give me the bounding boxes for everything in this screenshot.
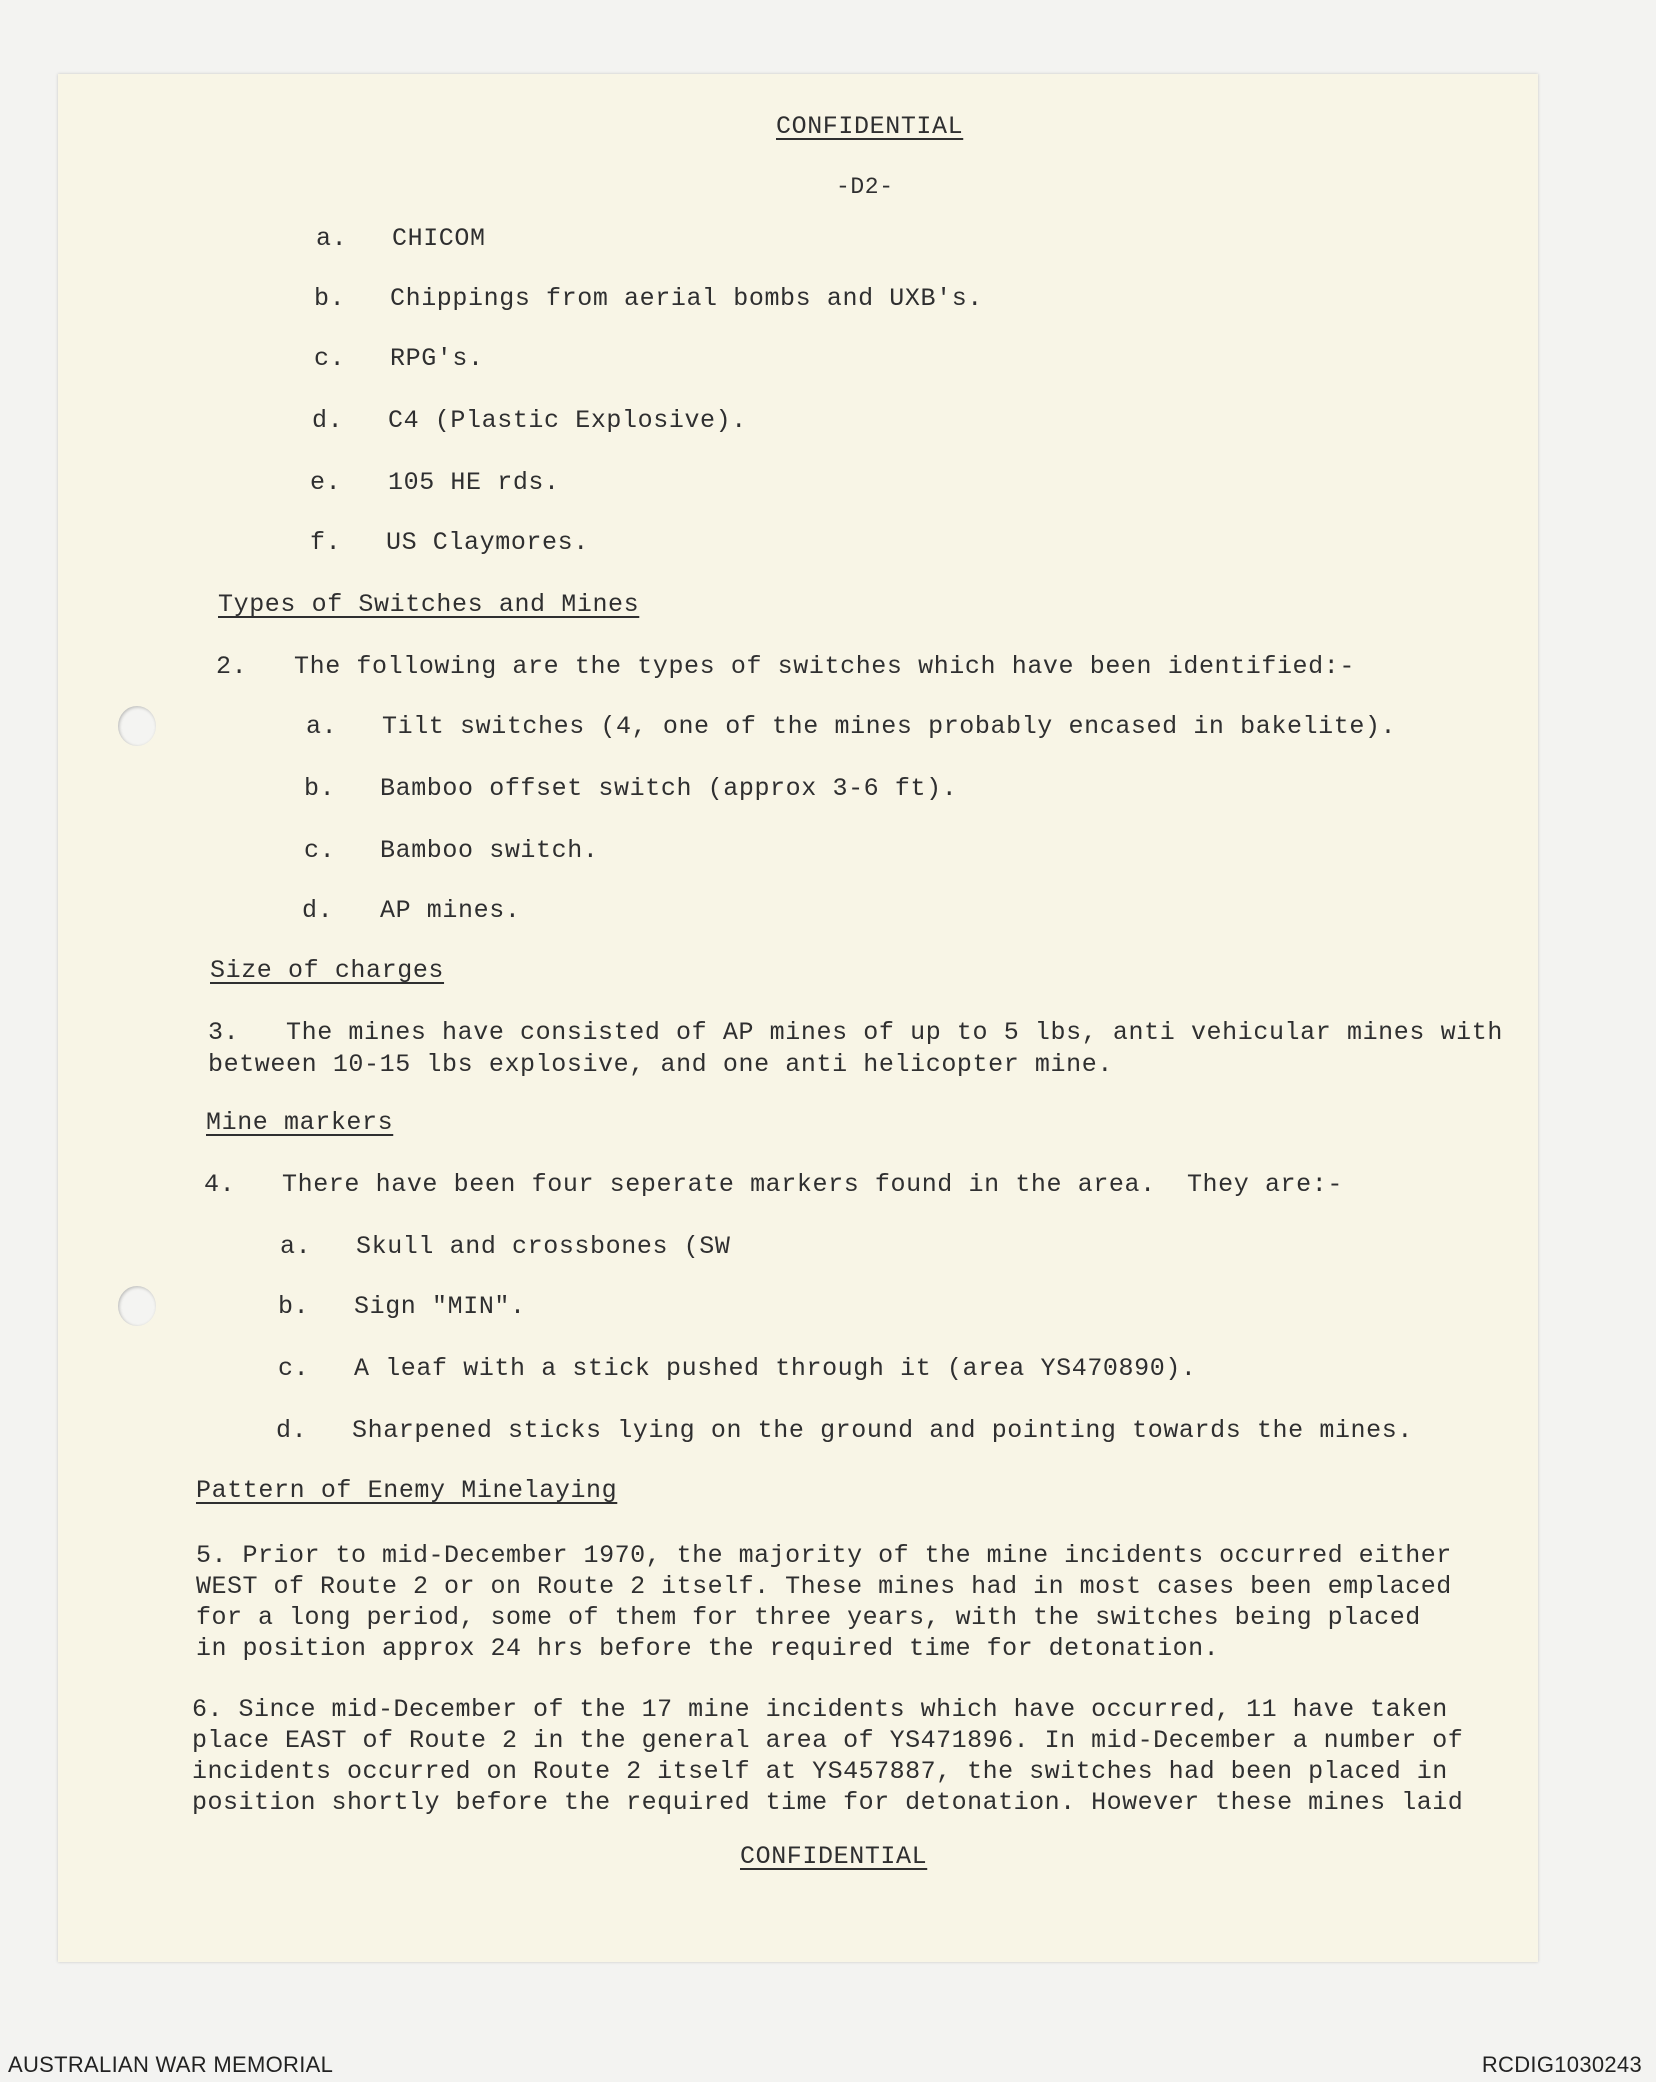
para3-line1: The mines have consisted of AP mines of up to 5 lbs, anti vehicular mines with [286, 1018, 1503, 1047]
para2-text: The following are the types of switches which have been identified:- [294, 652, 1355, 681]
switch-letter-d: d. [302, 896, 334, 925]
marker-letter-c: c. [278, 1354, 310, 1383]
para2-number: 2. [216, 652, 248, 681]
marker-text-a: Skull and crossbones (SW [356, 1232, 731, 1261]
marker-letter-a: a. [280, 1232, 312, 1261]
source-letter-a: a. [316, 224, 348, 253]
page-label: -D2- [836, 174, 894, 200]
switch-text-d: AP mines. [380, 896, 521, 925]
para3-line2: between 10-15 lbs explosive, and one anti helicopter mine. [208, 1050, 1113, 1079]
marker-text-d: Sharpened sticks lying on the ground and pointing towards the mines. [352, 1416, 1413, 1445]
para3-number: 3. [208, 1018, 240, 1047]
source-text-e: 105 HE rds. [388, 468, 560, 497]
para6-text: 6. Since mid-December of the 17 mine incidents which have occurred, 11 have taken place EAST of Route 2 in the general area of YS471896. In mid-December a number of incidents occurred on Route 2 itself at YS457887, the switches had been placed in position shortly before the required time for detonation. However these mines laid [192, 1695, 1464, 1817]
para4-text: There have been four seperate markers found in the area. They are:- [282, 1170, 1343, 1199]
archive-label-left: AUSTRALIAN WAR MEMORIAL [8, 2052, 334, 2077]
document-page [58, 74, 1538, 1962]
switch-text-a: Tilt switches (4, one of the mines probably encased in bakelite). [382, 712, 1397, 741]
archive-label-right: RCDIG1030243 [1481, 2052, 1642, 2077]
heading-types-of-switches: Types of Switches and Mines [218, 590, 640, 619]
source-text-a: CHICOM [392, 224, 486, 253]
switch-text-c: Bamboo switch. [380, 836, 599, 865]
marker-text-b: Sign "MIN". [354, 1292, 526, 1321]
source-letter-f: f. [310, 528, 342, 557]
switch-text-b: Bamboo offset switch (approx 3-6 ft). [380, 774, 958, 803]
source-letter-e: e. [310, 468, 342, 497]
punch-hole-bottom [118, 1286, 156, 1326]
punch-hole-top [118, 706, 156, 746]
source-letter-b: b. [314, 284, 346, 313]
para4-number: 4. [204, 1170, 236, 1199]
source-text-c: RPG's. [390, 344, 484, 373]
footer-classification: CONFIDENTIAL [740, 1842, 928, 1871]
marker-letter-d: d. [276, 1416, 308, 1445]
para5-text: 5. Prior to mid-December 1970, the majority of the mine incidents occurred either WEST of Route 2 or on Route 2 itself. These mines had in most cases been emplaced for a long period, some of them for three years, with the switches being placed in position approx 24 hrs before the required time for detonation. [196, 1541, 1452, 1663]
source-text-b: Chippings from aerial bombs and UXB's. [390, 284, 983, 313]
header-classification: CONFIDENTIAL [776, 112, 964, 141]
source-letter-c: c. [314, 344, 346, 373]
heading-mine-markers: Mine markers [206, 1108, 394, 1137]
source-letter-d: d. [312, 406, 344, 435]
heading-pattern-of-enemy-minelaying: Pattern of Enemy Minelaying [196, 1476, 618, 1505]
marker-text-c: A leaf with a stick pushed through it (area YS470890). [354, 1354, 1197, 1383]
source-text-f: US Claymores. [386, 528, 589, 557]
marker-letter-b: b. [278, 1292, 310, 1321]
heading-size-of-charges: Size of charges [210, 956, 445, 985]
switch-letter-b: b. [304, 774, 336, 803]
switch-letter-a: a. [306, 712, 338, 741]
source-text-d: C4 (Plastic Explosive). [388, 406, 747, 435]
switch-letter-c: c. [304, 836, 336, 865]
